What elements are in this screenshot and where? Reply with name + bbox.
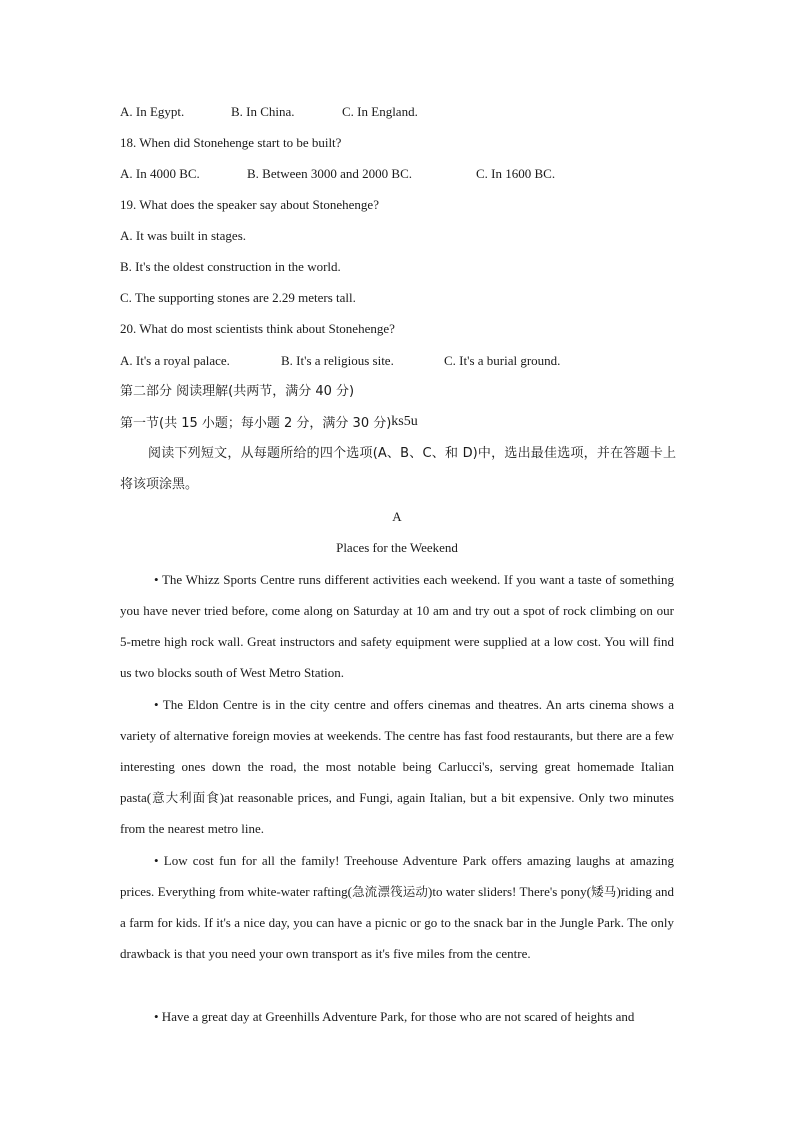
q20-option-a: A. It's a royal palace. [120,353,230,368]
paragraph-treehouse-text-2: )to water sliders! There's pony( [428,884,591,899]
paragraph-treehouse [120,845,674,969]
paragraph-greenhills: • Have a great day at Greenhills Adventure Park, for those who are not scared of heights and [154,1009,635,1024]
paragraph-treehouse-gloss-1: 急流漂筏运动 [351,884,429,899]
reading-instructions: 阅读下列短文，从每题所给的四个选项(A、B、C、和 D)中，选出最佳选项，并在答题卡上将该项涂黑。 [120,446,676,492]
paragraph-treehouse-gloss-2: 矮马 [591,884,617,899]
paragraph-treehouse-text-3: )riding and a farm for kids. If it's a nice day, you can have a picnic or go to the snack bar in the Jungle Park. The only drawback is that you need your own transport as it's five miles from the centre. [120,884,675,961]
q17-option-a: A. In Egypt. [120,104,185,119]
passage-title: Places for the Weekend [336,540,458,555]
part2-title: 第二部分 阅读理解(共两节，满分 40 分) [120,384,355,399]
q19-option-c: C. The supporting stones are 2.29 meters tall. [120,290,356,305]
paragraph-eldon [120,689,674,844]
q18-option-c: C. In 1600 BC. [476,166,556,181]
paragraph-eldon-text-1: • The Eldon Centre is in the city centre and offers cinemas and theatres. An arts cinema shows a variety of alternative foreign movies at weekends. The centre has fast food restaurants, but there are a few interesting ones down the road, the most notable being Carlucci's, serving great homemade Italian pasta( [120,697,674,805]
q20-option-b: B. It's a religious site. [281,353,394,368]
passage-letter: A [392,509,402,524]
section1-heading [120,414,418,432]
q19-stem: 19. What does the speaker say about Stonehenge? [120,197,379,212]
q20-stem: 20. What do most scientists think about Stonehenge? [120,321,395,336]
q19-option-b: B. It's the oldest construction in the world. [120,259,341,274]
q18-stem: 18. When did Stonehenge start to be built? [120,135,342,150]
q18-option-a: A. In 4000 BC. [120,166,200,181]
paragraph-treehouse-text-1: • Low cost fun for all the family! Treehouse Adventure Park offers amazing laughs at amazing prices. Everything from white-water rafting( [120,853,674,899]
paragraph-whizz: • The Whizz Sports Centre runs different activities each weekend. If you want a taste of something you have never tried before, come along on Saturday at 10 am and try out a spot of rock climbing on our 5-metre high rock wall. Great instructors and safety equipment were supplied at a low cost. You will find us two blocks south of West Metro Station. [120,572,674,680]
paragraph-eldon-gloss: 意大利面食 [151,790,220,805]
watermark: ks5u [391,414,418,429]
q20-option-c: C. It's a burial ground. [444,353,561,368]
q17-option-c: C. In England. [342,104,418,119]
q17-option-b: B. In China. [231,104,295,119]
section1-title: 第一节(共 15 小题；每小题 2 分，满分 30 分) [120,416,392,431]
q18-option-b: B. Between 3000 and 2000 BC. [247,166,413,181]
q19-option-a: A. It was built in stages. [120,228,247,243]
paragraph-eldon-text-2: )at reasonable prices, and Fungi, again Italian, but a bit expensive. Only two minutes from the nearest metro line. [120,790,674,836]
